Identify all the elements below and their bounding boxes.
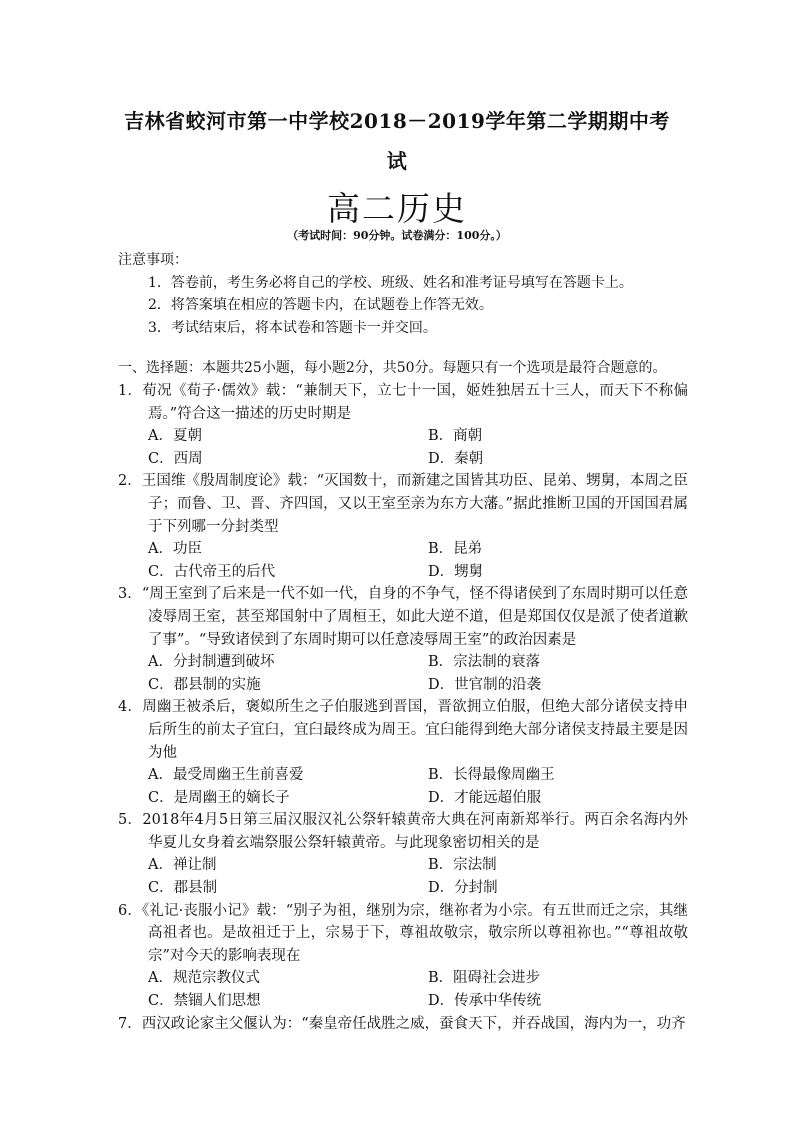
question-item [118,380,688,470]
section-heading: 一、选择题：本题共25小题，每小题2分，共50分。每题只有一个选项是最符合题意的。 [118,360,667,376]
question-stem: 2．王国维《殷周制度论》载：“灭国数十，而新建之国皆其功臣、昆弟、甥舅，本周之臣子；而鲁、卫、晋、齐四国，又以王室至亲为东方大藩。”据此推断卫国的开国国君属于下列哪一分封类型 [118,473,688,535]
notice-block [118,249,633,339]
option-d: D．才能远超伯服 [428,789,542,806]
option-d: D．秦朝 [428,450,484,467]
question-stem: 4．周幽王被杀后，褒姒所生之子伯服逃到晋国，晋欲拥立伯服，但绝大部分诸侯支持申后所生的前太子宜臼，宜臼最终成为周王。宜臼能得到绝大部分诸侯支持最主要是因为他 [118,699,688,761]
option-grid [118,854,688,899]
option-grid [118,764,688,809]
question-stem: 6．《礼记·丧服小记》载：“别子为祖，继别为宗，继祢者为小宗。有五世而迁之宗，其继高祖者也。是故祖迁于上，宗易于下，尊祖故敬宗，敬宗所以尊祖祢也。”“尊祖故敬宗”对今天的影响表现在 [118,902,688,964]
option-grid [118,651,688,696]
option-c: C．是周幽王的嫡长子 [148,789,290,806]
question-stem: 5．2018年4月5日第三届汉服汉礼公祭轩辕黄帝大典在河南新郑举行。两百余名海内外华夏儿女身着玄端祭服公祭轩辕黄帝。与此现象密切相关的是 [118,812,688,851]
option-a: A．规范宗教仪式 [148,970,260,987]
option-grid [118,967,688,1012]
option-c: C．西周 [148,450,203,467]
option-d: D．世官制的沿袭 [428,676,542,693]
option-b: B．昆弟 [428,541,483,558]
option-a: A．最受周幽王生前喜爱 [148,767,304,784]
option-d: D．甥舅 [428,563,484,580]
question-item [118,696,688,809]
question-stem: 1．荀况《荀子·儒效》载：“兼制天下，立七十一国，姬姓独居五十三人，而天下不称偏焉。”符合这一描述的历史时期是 [118,383,688,422]
option-grid [118,538,688,583]
option-c: C．古代帝王的后代 [148,563,276,580]
question-item [118,900,688,1013]
option-b: B．商朝 [428,428,483,445]
notice-heading: 注意事项： [118,252,188,268]
question-item [118,470,688,583]
exam-title-line1: 吉林省蛟河市第一中学校2018－2019学年第二学期期中考 [124,109,670,133]
notice-item: 2．将答案填在相应的答题卡内，在试题卷上作答无效。 [148,297,493,313]
exam-title-line2: 试 [386,149,408,173]
question-item [118,1013,688,1036]
question-list [118,380,688,1035]
option-b: B．阻碍社会进步 [428,970,541,987]
option-c: C．郡县制的实施 [148,676,261,693]
option-a: A．禅让制 [148,857,217,874]
subject-title: 高二历史 [327,189,467,228]
notice-item: 3．考试结束后，将本试卷和答题卡一并交回。 [148,319,437,336]
option-d: D．分封制 [428,880,498,897]
option-b: B．宗法制 [428,857,497,874]
question-item [118,809,688,899]
question-stem: 7．西汉政论家主父偃认为：“秦皇帝任战胜之威，蚕食天下，并吞战国，海内为一，功齐 [118,1015,686,1032]
option-grid [118,425,688,470]
question-item [118,583,688,696]
notice-item: 1．答卷前，考生务必将自己的学校、班级、姓名和准考证号填写在答题卡上。 [148,274,633,291]
option-b: B．宗法制的衰落 [428,654,541,671]
option-d: D．传承中华传统 [428,993,542,1010]
exam-info: （考试时间：90分钟。试卷满分：100分。） [287,229,507,242]
option-a: A．功臣 [148,541,202,558]
question-stem: 3．“周王室到了后来是一代不如一代，自身的不争气，怪不得诸侯到了东周时期可以任意凌辱周王室，甚至郑国射中了周桓王，如此大逆不道，但是郑国仅仅是派了使者道歉了事”。“导致诸侯到了东周时期可以任意凌辱周王室”的政治因素是 [118,586,688,648]
option-a: A．分封制遭到破坏 [148,654,275,671]
option-c: C．禁锢人们思想 [148,993,261,1010]
option-a: A．夏朝 [148,428,202,445]
option-b: B．长得最像周幽王 [428,767,555,784]
option-c: C．郡县制 [148,880,218,897]
